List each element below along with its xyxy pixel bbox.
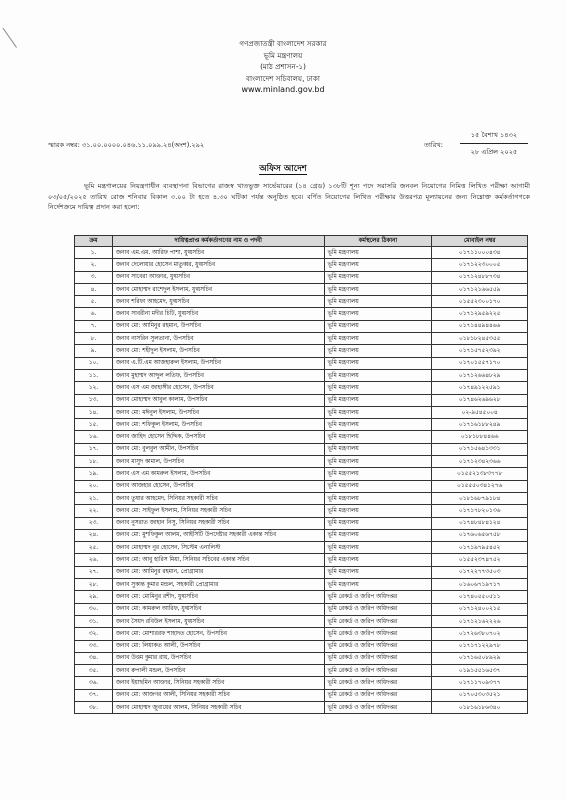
cell-office: ভূমি রেকর্ড ও জরিপ অধিদপ্তর (324, 665, 432, 677)
cell-office: ভূমি মন্ত্রণালয় (324, 419, 432, 431)
cell-name: জনাব মো: মোশাররফ শাহাদত হোসেন, উপসচিব (112, 628, 324, 640)
cell-serial: ২০. (75, 480, 113, 492)
cell-office: ভূমি রেকর্ড ও জরিপ অধিদপ্তর (324, 677, 432, 689)
table-row (75, 443, 528, 455)
cell-name: জনাব মো: লিয়াকত আলী, উপসচিব (112, 640, 324, 652)
cell-name: জনাব জাহিদ হোসেন ছিদ্দিক, উপসচিব (112, 431, 324, 443)
cell-serial: ৮. (75, 333, 113, 345)
cell-office: ভূমি মন্ত্রণালয় (324, 542, 432, 554)
table-row (75, 542, 528, 554)
cell-serial: ১৭. (75, 443, 113, 455)
cell-serial: ৩৮. (75, 701, 113, 713)
cell-office: ভূমি রেকর্ড ও জরিপ অধিদপ্তর (324, 689, 432, 701)
cell-mobile: ০১৬০৬৭১৯৭১৭ (432, 579, 528, 591)
table-row (75, 283, 528, 295)
cell-serial: ৩২. (75, 628, 113, 640)
cell-office: ভূমি মন্ত্রণালয় (324, 492, 432, 504)
cell-office: ভূমি মন্ত্রণালয় (324, 247, 432, 259)
website-url: www.minland.gov.bd (241, 85, 325, 94)
cell-mobile: ০১৫৫২১৩৮৩৭৭৮ (432, 468, 528, 480)
cell-serial: ৩৫. (75, 665, 113, 677)
cell-office: ভূমি মন্ত্রণালয় (324, 308, 432, 320)
cell-mobile: ০১৭১২৩৪২৩৬৬ (432, 456, 528, 468)
cell-serial: ১৬. (75, 431, 113, 443)
cell-serial: ২. (75, 259, 113, 271)
cell-name: জনাব মো: আজগর আলী, সিনিয়র সহকারী সচিব (112, 689, 324, 701)
cell-office: ভূমি মন্ত্রণালয় (324, 529, 432, 541)
cell-mobile: ০১৫৫২৩০০১৭০ (432, 296, 528, 308)
cell-office: ভূমি রেকর্ড ও জরিপ অধিদপ্তর (324, 640, 432, 652)
cell-serial: ৭. (75, 320, 113, 332)
cell-serial: ১৩. (75, 394, 113, 406)
table-row (75, 320, 528, 332)
cell-serial: ৯. (75, 345, 113, 357)
cell-office: ভূমি মন্ত্রণালয় (324, 345, 432, 357)
table-row (75, 382, 528, 394)
cell-serial: ১১. (75, 369, 113, 381)
cell-mobile: ০১৯১৫৫১৬৫৩৭ (432, 665, 528, 677)
date-bangla: ১৫ বৈশাখ ১৪৩২ (460, 129, 528, 144)
table-row (75, 591, 528, 603)
table-row (75, 603, 528, 615)
table-row (75, 640, 528, 652)
memo-number: স্মারক নম্বর: ৩১.০০.০০০০.০৪৬.১১.০৯৯.২৪(অংশ).২৯২ (48, 141, 205, 149)
cell-name: জনাব মো: শফিকুল ইসলাম, উপসচিব (112, 419, 324, 431)
cell-name: জনাব মো: মুশফিকুল আলম, আইসিটি উপদেষ্টার সহকারী একান্ত সচিব (112, 529, 324, 541)
cell-serial: ২৩. (75, 517, 113, 529)
cell-serial: ১৪. (75, 406, 113, 418)
cell-mobile: ০১৭১১৭০৯৩৭৭ (432, 677, 528, 689)
cell-serial: ১৫. (75, 419, 113, 431)
table-row (75, 689, 528, 701)
table-row (75, 652, 528, 664)
table-row (75, 247, 528, 259)
cell-serial: ৩৪. (75, 652, 113, 664)
document-title (0, 162, 566, 176)
table-row (75, 357, 528, 369)
table-row (75, 431, 528, 443)
cell-name: জনাব মো: মঈনুল ইসলাম, উপসচিব (112, 406, 324, 418)
cell-mobile: ০১৮১৬৮৭৯১৮৪ (432, 492, 528, 504)
cell-name: জনাব এ.টি.এম আজহারুল ইসলাম, উপসচিব (112, 357, 324, 369)
cell-mobile: ০১৭২২৭৭৩৫০৩ (432, 566, 528, 578)
cell-mobile: ০১৭১৬১৮৮২৪৯ (432, 419, 528, 431)
table-row (75, 628, 528, 640)
cell-mobile: ০১৭১২৪০০২১৫ (432, 603, 528, 615)
cell-name: জনাব মাসুদ কামাল, উপসচিব (112, 456, 324, 468)
body-paragraph: ভূমি মন্ত্রণালয়ের নিয়ন্ত্রণাধীন ব্যবস্থাপনা বিভাগের রাজস্ব খাতভুক্ত সার্ভেয়ারের (১৪ গ্রেড) ১৩৮টি শূন্য পদে সরাসরি জনবল নিয়োগের নিমিত্ত লিখিত পরীক্ষা আগামী ০৩/০৫/২০২৫ তারিখ রোজ শনিবার বিকাল ৩.০০ টা হতে ৪.৩০ ঘটিকা পর্যন্ত অনুষ্ঠিত হবে। বর্ণিত নিয়োগের লিখিত পরীক্ষার উত্তরপত্র মূল্যায়নের জন্য নিম্নোক্ত কর্মকর্তাগণকে নির্দেশক্রমে দায়িত্ব প্রদান করা হলো: (48, 182, 530, 211)
ministry-name: ভূমি মন্ত্রণালয় (263, 50, 303, 60)
cell-serial: ২২. (75, 505, 113, 517)
cell-name: জনাব মো: আমিনুর রহমান, প্রোগ্রামার (112, 566, 324, 578)
table-row (75, 308, 528, 320)
table-row (75, 566, 528, 578)
cell-mobile: ০১৭০৫৩০৩৫২১ (432, 689, 528, 701)
cell-serial: ৬. (75, 308, 113, 320)
cell-serial: ২৫. (75, 542, 113, 554)
cell-name: জনাব এস এম কামরুল ইসলাম, উপসচিব (112, 468, 324, 480)
table-row (75, 333, 528, 345)
cell-office: ভূমি মন্ত্রণালয় (324, 456, 432, 468)
cell-name: জনাব সৈয়দ রবিউল ইসলাম, যুগ্মসচিব (112, 615, 324, 627)
cell-office: ভূমি রেকর্ড ও জরিপ অধিদপ্তর (324, 591, 432, 603)
title-text: অফিস আদেশ (259, 164, 307, 174)
cell-name: জনাব তুষার আহমেদ, সিনিয়র সহকারী সচিব (112, 492, 324, 504)
table-row (75, 701, 528, 713)
table-row (75, 296, 528, 308)
cell-serial: ৪. (75, 283, 113, 295)
cell-office: ভূমি মন্ত্রণালয় (324, 480, 432, 492)
cell-office: ভূমি মন্ত্রণালয় (324, 357, 432, 369)
table-row (75, 529, 528, 541)
cell-serial: ৩. (75, 271, 113, 283)
cell-name: জনাব আজহার হোসেন, উপসচিব (112, 480, 324, 492)
cell-name: জনাব মোহাম্মদ রাশেদুল ইসলাম, যুগ্মসচিব (112, 283, 324, 295)
cell-mobile: ০১৭৪৮৪৮৪১২৪ (432, 517, 528, 529)
header-name: দায়িত্বপ্রাপ্ত কর্মকর্তাগণের নাম ও পদবী (112, 236, 324, 247)
cell-name: জনাব মো: সাইফুল ইসলাম, সিনিয়র সহকারী সচিব (112, 505, 324, 517)
cell-office: ভূমি মন্ত্রণালয় (324, 333, 432, 345)
cell-office: ভূমি মন্ত্রণালয় (324, 406, 432, 418)
cell-mobile: ০১৭৪৯১২২৫৯১ (432, 382, 528, 394)
section-name: (মাঠ প্রশাসন-১) (260, 62, 306, 71)
cell-office: ভূমি মন্ত্রণালয় (324, 394, 432, 406)
cell-mobile: ০১৭৪০৫৫০৫১১ (432, 591, 528, 603)
table-row (75, 579, 528, 591)
table-row (75, 492, 528, 504)
cell-mobile: ০১৮১৮২৪৫৩৫৫ (432, 333, 528, 345)
cell-name: জনাব ইয়াছমিন আক্তার, সিনিয়র সহকারী সচিব (112, 677, 324, 689)
cell-serial: ২৯. (75, 591, 113, 603)
cell-mobile: ০১৭১৪৪৯৪৪৬৬ (432, 320, 528, 332)
cell-mobile: ০১৭১৫৭৫২৩৯২ (432, 345, 528, 357)
table-row (75, 345, 528, 357)
cell-mobile: ০১৭১২৯৫৯২২৫ (432, 308, 528, 320)
cell-office: ভূমি মন্ত্রণালয় (324, 554, 432, 566)
cell-mobile: ০১৭১২৬৬৪৮২৯ (432, 369, 528, 381)
cell-office: ভূমি মন্ত্রণালয় (324, 431, 432, 443)
cell-name: জনাব মোহাম্মদ আবুল কালাম, উপসচিব (112, 394, 324, 406)
cell-serial: ২৬. (75, 554, 113, 566)
cell-office: ভূমি মন্ত্রণালয় (324, 382, 432, 394)
cell-serial: ৩১. (75, 615, 113, 627)
letterhead (0, 38, 566, 96)
cell-name: জনাব নাসরিন সুলতানা, উপসচিব (112, 333, 324, 345)
cell-mobile: ০২-৯৫৪৫০০৪ (432, 406, 528, 418)
cell-office: ভূমি রেকর্ড ও জরিপ অধিদপ্তর (324, 628, 432, 640)
office-address: বাংলাদেশ সচিবালয়, ঢাকা (245, 73, 320, 83)
cell-serial: ২১. (75, 492, 113, 504)
cell-name: জনাব মোহাম্মদ জুবায়ের আলম, সিনিয়র সহকারী সচিব (112, 701, 324, 713)
cell-name: জনাব এম.এম. আরিফ পাশা, যুগ্মসচিব (112, 247, 324, 259)
table-row (75, 456, 528, 468)
cell-mobile: ০১৫৫৫০৩৪১২৭৬ (432, 480, 528, 492)
cell-mobile: ০১৭১২১৬৬৫৫৯ (432, 283, 528, 295)
cell-name: জনাব দেলোয়ার হোসেন মাতুব্বর, যুগ্মসচিব (112, 259, 324, 271)
cell-office: ভূমি মন্ত্রণালয় (324, 517, 432, 529)
table-row (75, 259, 528, 271)
cell-mobile: ০১৭৪৬২৬৯৬২৮ (432, 394, 528, 406)
header-mobile: মোবাইল নম্বর (432, 236, 528, 247)
cell-name: জনাব রুপালী মন্ডল, উপসচিব (112, 665, 324, 677)
cell-serial: ১৮. (75, 456, 113, 468)
cell-mobile: ০১৭০১৫৫৭১৭০ (432, 357, 528, 369)
table-row (75, 677, 528, 689)
table-row (75, 468, 528, 480)
cell-mobile: ০১৫৫২৩৭৪৭৫২ (432, 554, 528, 566)
cell-office: ভূমি মন্ত্রণালয় (324, 320, 432, 332)
cell-serial: ১৯. (75, 468, 113, 480)
cell-mobile: ০১৭১১০০০৪৩৪ (432, 247, 528, 259)
table-row (75, 505, 528, 517)
cell-serial: ১২. (75, 382, 113, 394)
officer-table (74, 235, 528, 714)
cell-serial: ৩৬. (75, 677, 113, 689)
table-row (75, 517, 528, 529)
cell-mobile: ০১৭১৭৮২০১৩৬ (432, 505, 528, 517)
cell-serial: ১. (75, 247, 113, 259)
cell-office: ভূমি মন্ত্রণালয় (324, 468, 432, 480)
cell-name: জনাব মো: বুলবুল আমীন, উপসচিব (112, 443, 324, 455)
cell-mobile: ০১৭১৭১২২৯৭৮ (432, 640, 528, 652)
table-row (75, 394, 528, 406)
cell-serial: ২৮. (75, 579, 113, 591)
cell-name: জনাব সাবরীনা মদীর চিটি, যুগ্মসচিব (112, 308, 324, 320)
table-row (75, 419, 528, 431)
cell-name: জনাব মুহাম্মদ আব্দুল লতিফ, উপসচিব (112, 369, 324, 381)
cell-mobile: ০১৭১৫৬৪১৩৩১ (432, 443, 528, 455)
cell-office: ভূমি মন্ত্রণালয় (324, 259, 432, 271)
table-header-row (75, 236, 528, 247)
cell-office: ভূমি রেকর্ড ও জরিপ অধিদপ্তর (324, 603, 432, 615)
table-body (75, 247, 528, 714)
cell-serial: ২৪. (75, 529, 113, 541)
cell-mobile: ০১৭২৬৩৮০৭০২ (432, 628, 528, 640)
cell-name: জনাব নুসরাত জাহান নিসু, সিনিয়র সহকারী সচিব (112, 517, 324, 529)
header-office: কর্মস্থলের ঠিকানা (324, 236, 432, 247)
cell-office: ভূমি মন্ত্রণালয় (324, 369, 432, 381)
cell-name: জনাব শরিফা আহমেদ, যুগ্মসচিব (112, 296, 324, 308)
cell-office: ভূমি মন্ত্রণালয় (324, 505, 432, 517)
cell-office: ভূমি মন্ত্রণালয় (324, 296, 432, 308)
cell-serial: ৩০. (75, 603, 113, 615)
cell-office: ভূমি মন্ত্রণালয় (324, 566, 432, 578)
cell-name: জনাব সুকান্ত কুমার মন্ডল, সহকারী প্রোগ্রামার (112, 579, 324, 591)
cell-name: জনাব মো: আমিনুর রহমান, উপসচিব (112, 320, 324, 332)
cell-mobile: ০১৭১৯৭৯৫৪৫২ (432, 542, 528, 554)
table-row (75, 406, 528, 418)
date-label: তারিখ: (424, 141, 443, 149)
table-row (75, 665, 528, 677)
cell-mobile: ০১৭১২২৩০০০৫ (432, 259, 528, 271)
cell-office: ভূমি মন্ত্রণালয় (324, 283, 432, 295)
cell-serial: ৫. (75, 296, 113, 308)
cell-name: জনাব সাবেরা আক্তার, যুগ্মসচিব (112, 271, 324, 283)
cell-name: জনাব মোহাম্মদ নুর হোসেন, সিস্টেম এনালিস্ট (112, 542, 324, 554)
cell-name: জনাব উত্তম কুমার রায়, উপসচিব (112, 652, 324, 664)
cell-office: ভূমি মন্ত্রণালয় (324, 443, 432, 455)
cell-office: ভূমি মন্ত্রণালয় (324, 579, 432, 591)
cell-name: জনাব এস এম জাহাঙ্গীর হোসেন, উপসচিব (112, 382, 324, 394)
cell-name: জনাব মো: মোমিনুর রশীদ, যুগ্মসচিব (112, 591, 324, 603)
table-row (75, 554, 528, 566)
cell-name: জনাব মো: আবু হারিস মিয়া, সিনিয়র সচিবের একান্ত সচিব (112, 554, 324, 566)
cell-mobile: ০১৮১৮৮৪৪৬৬ (432, 431, 528, 443)
govt-name: গণপ্রজাতন্ত্রী বাংলাদেশ সরকার (239, 39, 327, 48)
cell-mobile: ০১৭১৬৫০৮৯২৯ (432, 652, 528, 664)
cell-serial: ৩৭. (75, 689, 113, 701)
table-row (75, 271, 528, 283)
cell-serial: ২৭. (75, 566, 113, 578)
date-english: ২৮ এপ্রিল ২০২৫ (470, 148, 518, 156)
cell-serial: ৩৩. (75, 640, 113, 652)
cell-mobile: ০১৭১২১৬২২২৬ (432, 615, 528, 627)
cell-office: ভূমি মন্ত্রণালয় (324, 271, 432, 283)
table-row (75, 480, 528, 492)
cell-office: ভূমি রেকর্ড ও জরিপ অধিদপ্তর (324, 701, 432, 713)
cell-mobile: ০১৭৬০৬৫৬৭৫৮ (432, 529, 528, 541)
header-serial: ক্রম (75, 236, 113, 247)
cell-name: জনাব মো: শহীদুল ইসলাম, উপসচিব (112, 345, 324, 357)
cell-office: ভূমি রেকর্ড ও জরিপ অধিদপ্তর (324, 615, 432, 627)
cell-office: ভূমি রেকর্ড ও জরিপ অধিদপ্তর (324, 652, 432, 664)
date-box (460, 129, 528, 158)
cell-mobile: ০১৮১৬১৮৬৩৪০ (432, 701, 528, 713)
table-row (75, 615, 528, 627)
cell-mobile: ০১৭১২৪৮৮৭৩৪ (432, 271, 528, 283)
cell-name: জনাব মো: কামরুল আরিফ, যুগ্মসচিব (112, 603, 324, 615)
table-row (75, 369, 528, 381)
cell-serial: ১০. (75, 357, 113, 369)
